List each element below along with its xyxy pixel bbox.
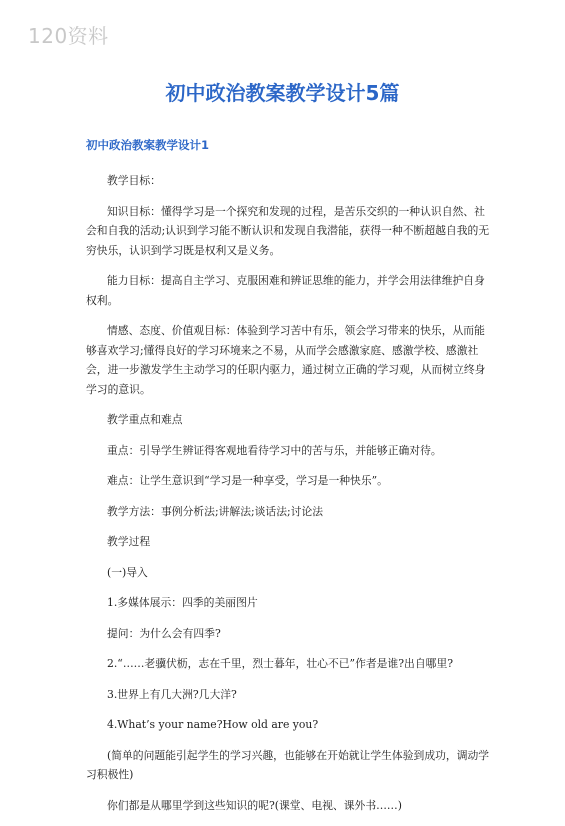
- paragraph: 3.世界上有几大洲?几大洋?: [107, 687, 237, 701]
- paragraph: 重点：引导学生辨证得客观地看待学习中的苦与乐，并能够正确对待。: [107, 443, 442, 457]
- paragraph: 教学目标：: [107, 174, 161, 187]
- paragraph: 2.“……老骥伏枥，志在千里，烈士暮年，壮心不已”作者是谁?出自哪里?: [107, 657, 454, 670]
- paragraph: 知识目标：懂得学习是一个探究和发现的过程，是苦乐交织的一种认识自然、社会和自我的活动;认识到学习能不断认识和发现自我潜能，获得一种不断超越自我的无穷快乐，认识到学习既是权利又是义务。: [86, 204, 490, 257]
- paragraph: 提问：为什么会有四季?: [107, 626, 221, 640]
- section-title: 初中政治教案教学设计1: [86, 138, 210, 152]
- paragraph: 1.多媒体展示：四季的美丽图片: [107, 596, 258, 609]
- paragraph: 难点：让学生意识到“学习是一种享受，学习是一种快乐”。: [107, 474, 388, 487]
- paragraph: 教学方法：事例分析法;讲解法;谈话法;讨论法: [107, 504, 324, 518]
- paragraph: (简单的问题能引起学生的学习兴趣，也能够在开始就让学生体验到成功，调动学习积极性): [86, 748, 490, 781]
- paragraph: 情感、态度、价值观目标：体验到学习苦中有乐，领会学习带来的快乐，从而能够喜欢学习;懂得良好的学习环境来之不易，从而学会感激家庭、感激学校、感激社会，进一步激发学生主动学习的任职内驱力，通过树立正确的学习观，从而树立终身学习的意识。: [86, 324, 486, 396]
- paragraph: 教学重点和难点: [107, 413, 183, 426]
- watermark: 120资料: [28, 24, 109, 48]
- paragraph: 你们都是从哪里学到这些知识的呢?(课堂、电视、课外书……): [107, 798, 402, 812]
- paragraph: (一)导入: [107, 565, 148, 579]
- paragraph: 4.What’s your name?How old are you?: [107, 718, 319, 731]
- paragraph: 教学过程: [107, 535, 151, 548]
- document-body: [86, 171, 491, 826]
- document-title: 初中政治教案教学设计5篇: [165, 81, 400, 105]
- paragraph: 能力目标：提高自主学习、克服困难和辨证思维的能力，并学会用法律维护自身权利。: [86, 274, 485, 307]
